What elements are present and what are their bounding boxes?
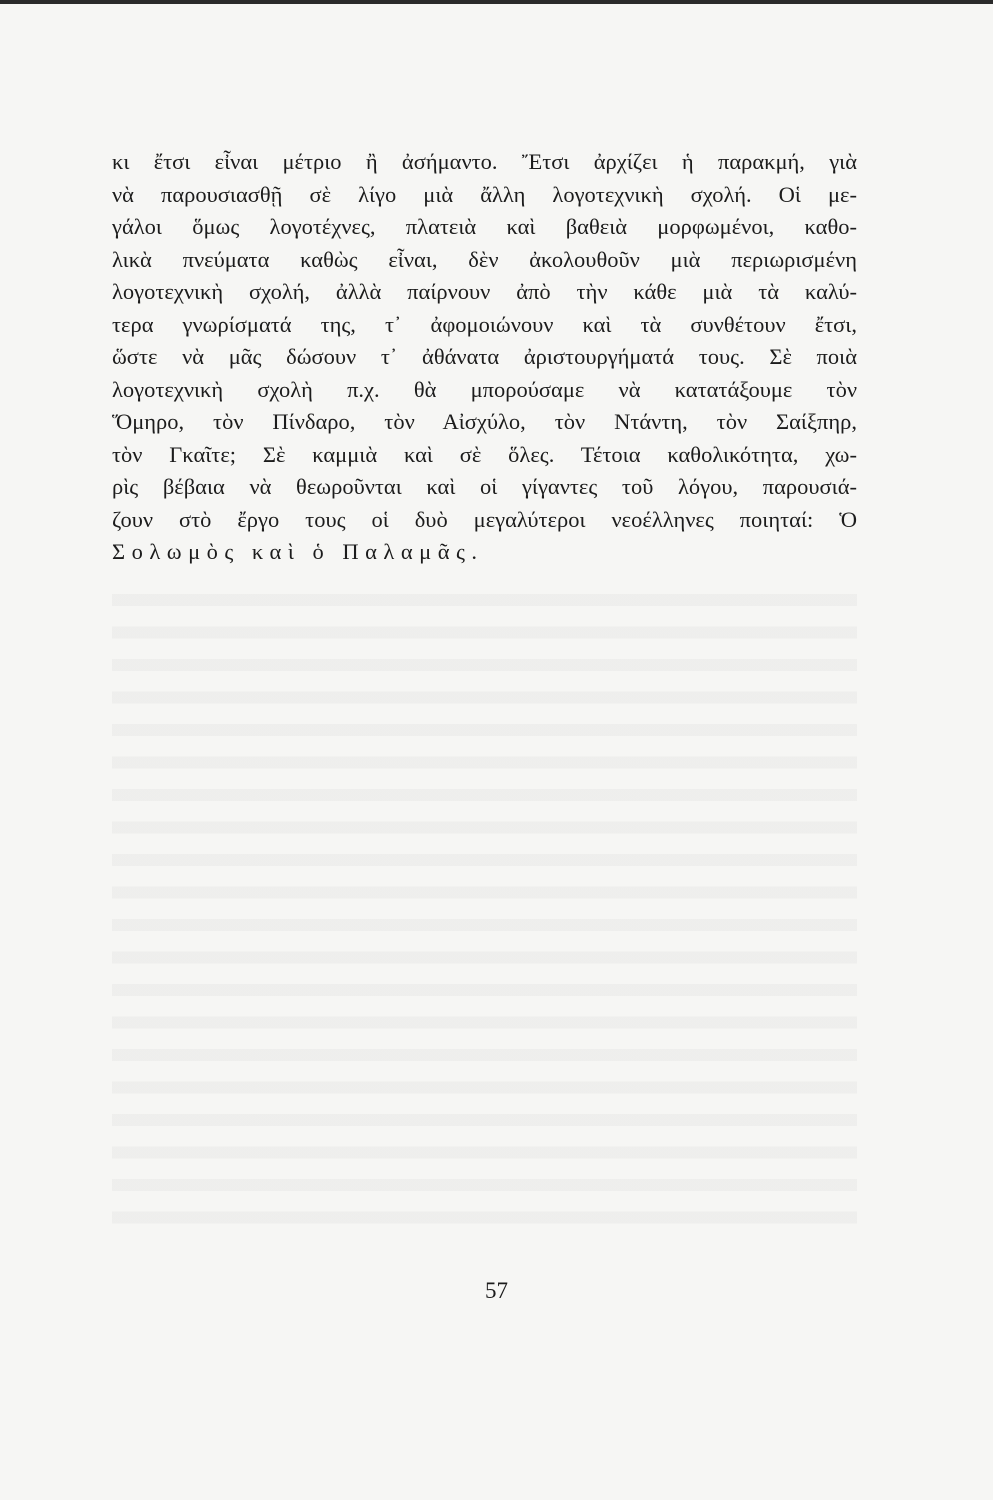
text-line: ρὶς βέβαια νὰ θεωροῦνται καὶ οἱ γίγαντες τοῦ λόγου, παρουσιά-	[112, 474, 857, 499]
text-line: τερα γνωρίσματά της, τ᾽ ἀφομοιώνουν καὶ τὰ συνθέτουν ἔτσι,	[112, 311, 857, 337]
text-line: κι ἔτσι εἶναι μέτριο ἢ ἀσήμαντο. Ἔτσι ἀρχίζει ἡ παρακμή, γιὰ	[112, 149, 857, 174]
scan-top-edge	[0, 0, 993, 4]
text-line: ζουν στὸ ἔργο τους οἱ δυὸ μεγαλύτεροι νεοέλληνες ποιηταί: Ὁ	[112, 506, 857, 532]
text-line: ὥστε νὰ μᾶς δώσουν τ᾽ ἀθάνατα ἀριστουργήματά τους. Σὲ ποιὰ	[112, 344, 857, 369]
show-through-text	[112, 580, 857, 1240]
text-line-last: Σολωμὸς καὶ ὁ Παλαμᾶς.	[112, 539, 484, 564]
text-line: Ὅμηρο, τὸν Πίνδαρο, τὸν Αἰσχύλο, τὸν Ντάντη, τὸν Σαίξπηρ,	[112, 409, 857, 434]
page-number: 57	[485, 1278, 508, 1303]
text-line: γάλοι ὅμως λογοτέχνες, πλατειὰ καὶ βαθειὰ μορφωμένοι, καθο-	[112, 214, 857, 239]
body-text	[112, 146, 857, 569]
text-line: λογοτεχνικὴ σχολή, ἀλλὰ παίρνουν ἀπὸ τὴν κάθε μιὰ τὰ καλύ-	[112, 279, 857, 304]
text-line: νὰ παρουσιασθῇ σὲ λίγο μιὰ ἄλλη λογοτεχνικὴ σχολή. Οἱ με-	[112, 181, 857, 207]
text-line: λογοτεχνικὴ σχολὴ π.χ. θὰ μπορούσαμε νὰ κατατάξουμε τὸν	[112, 376, 857, 402]
text-line: τὸν Γκαῖτε; Σὲ καμμιὰ καὶ σὲ ὅλες. Τέτοια καθολικότητα, χω-	[112, 441, 857, 467]
text-line: λικὰ πνεύματα καθὼς εἶναι, δὲν ἀκολουθοῦν μιὰ περιωρισμένη	[112, 246, 857, 272]
